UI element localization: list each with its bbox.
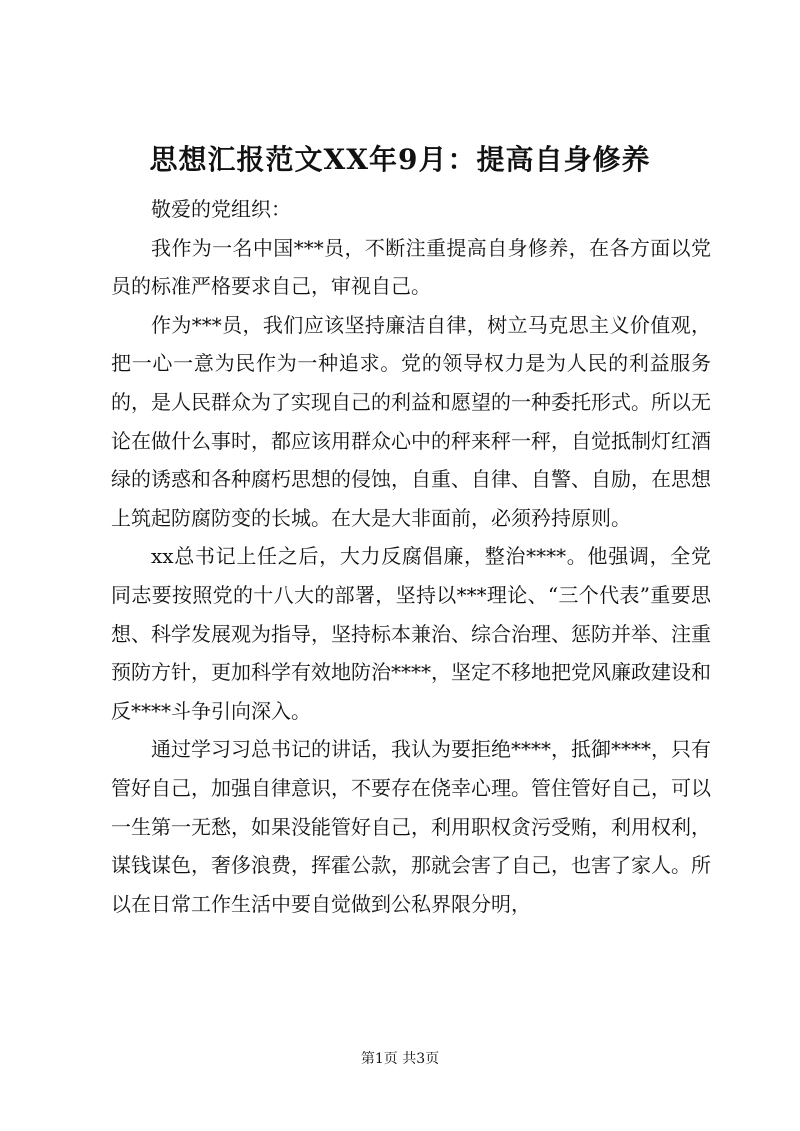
paragraph: 我作为一名中国***员，不断注重提高自身修养，在各方面以党员的标准严格要求自己，审视自己。	[111, 235, 711, 299]
paragraph: 通过学习习总书记的讲话，我认为要拒绝****，抵御****，只有管好自己，加强自律意识，不要存在侥幸心理。管住管好自己，可以一生第一无愁，如果没能管好自己，利用职权贪污受贿，利用权利，谋钱谋色，奢侈浪费，挥霍公款，那就会害了自己，也害了家人。所以在日常工作生活中要自觉做到公私界限分明，	[111, 737, 711, 916]
salutation: 敬爱的党组织：	[151, 197, 291, 221]
paragraph: 作为***员，我们应该坚持廉洁自律，树立马克思主义价值观，把一心一意为民作为一种追求。党的领导权力是为人民的利益服务的，是人民群众为了实现自己的利益和愿望的一种委托形式。所以无论在做什么事时，都应该用群众心中的秤来秤一秤，自觉抵制灯红酒绿的诱惑和各种腐朽思想的侵蚀，自重、自律、自警、自励，在思想上筑起防腐防变的长城。在大是大非面前，必须矜持原则。	[111, 312, 711, 530]
page-footer: 第1页 共3页	[360, 1051, 440, 1067]
paragraph: xx总书记上任之后，大力反腐倡廉，整治****。他强调，全党同志要按照党的十八大的部署，坚持以***理论、“三个代表”重要思想、科学发展观为指导，坚持标本兼治、综合治理、惩防并举、注重预防方针，更加科学有效地防治****，坚定不移地把党风廉政建设和反****斗争引向深入。	[111, 544, 711, 723]
document-body	[111, 190, 711, 923]
document-title: 思想汇报范文XX年9月：提高自身修养	[149, 143, 651, 176]
